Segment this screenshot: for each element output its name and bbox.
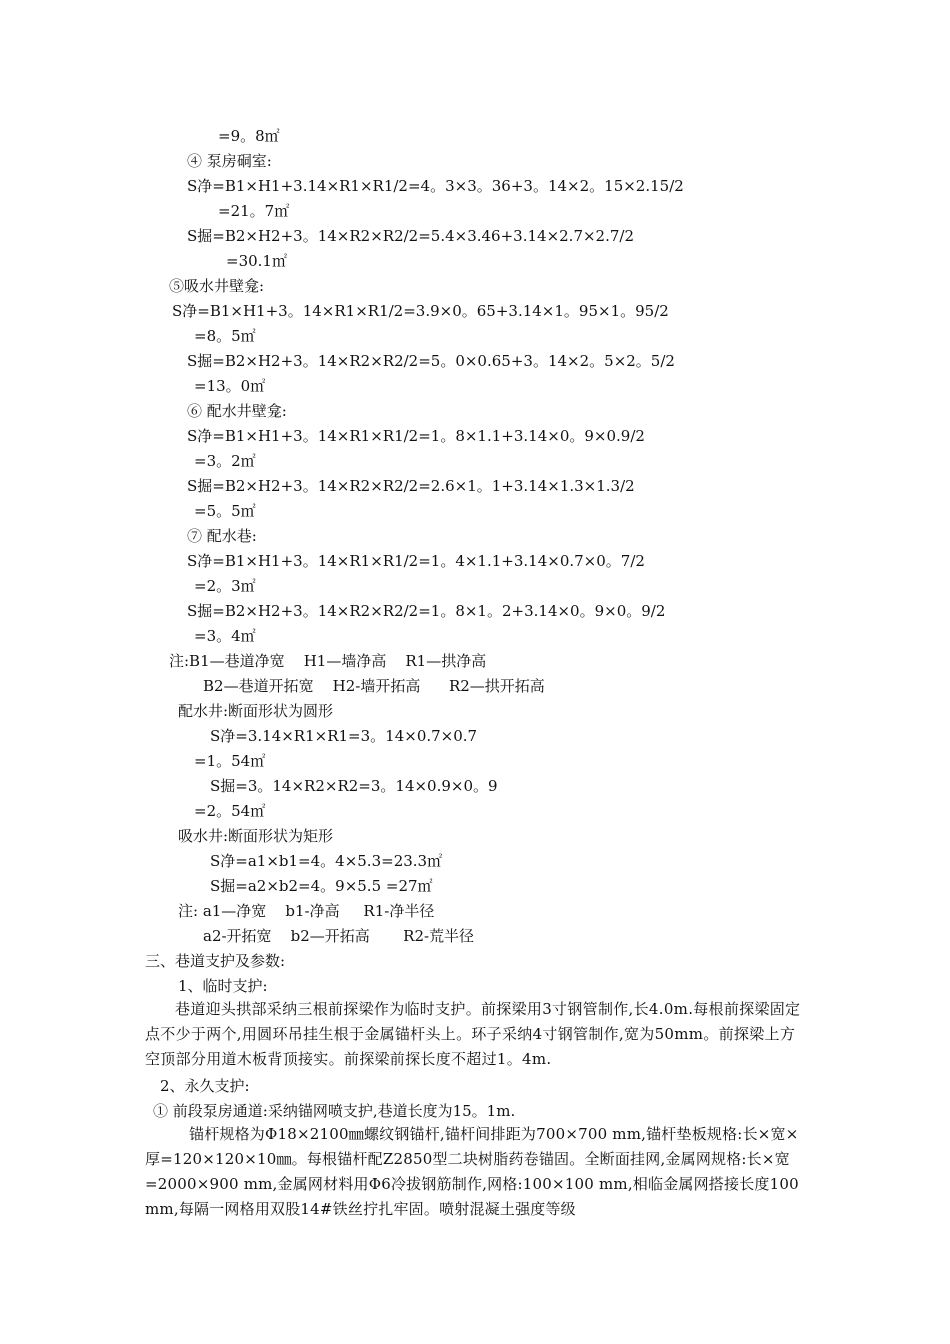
chapter-heading: 三、巷道支护及参数: <box>145 952 286 970</box>
formula-line: S净=B1×H1+3。14×R1×R1/2=3.9×0。65+3.14×1。95×1。95/2 <box>172 302 669 320</box>
subsection-heading: 1、临时支护: <box>178 977 268 995</box>
formula-line: S净=3.14×R1×R1=3。14×0.7×0.7 <box>210 727 478 745</box>
formula-line: S掘=a2×b2=4。9×5.5 =27㎡ <box>210 877 433 895</box>
formula-result: =13。0㎡ <box>194 377 266 395</box>
formula-result: =8。5㎡ <box>194 327 256 345</box>
anchor-spec-paragraph: 锚杆规格为Φ18×2100㎜螺纹钢锚杆,锚杆间排距为700×700 mm,锚杆垫板规格:长×宽×厚=120×120×10㎜。每根锚杆配Z2850型二块树脂药卷锚固。全断面挂网,金属网规格:长×宽=2000×900 mm,金属网材料用Φ6冷拔钢筋制作,网格:100×100 mm,相临金属网搭接长度100 mm,每隔一网格用双股14#铁丝拧扎牢固。喷射混凝土强度等级 <box>145 1125 799 1218</box>
formula-line: S净=a1×b1=4。4×5.3=23.3㎡ <box>210 852 443 870</box>
formula-line: S净=B1×H1+3.14×R1×R1/2=4。3×3。36+3。14×2。15×2.15/2 <box>187 177 684 195</box>
section-heading: ⑦ 配水巷: <box>187 527 257 545</box>
note-line: 注:B1—巷道净宽 H1—墙净高 R1—拱净高 <box>169 652 487 670</box>
formula-line: S净=B1×H1+3。14×R1×R1/2=1。8×1.1+3.14×0。9×0.9/2 <box>187 427 645 445</box>
section-heading: 吸水井:断面形状为矩形 <box>178 827 334 845</box>
formula-result: =9。8㎡ <box>218 127 280 145</box>
formula-line: S掘=B2×H2+3。14×R2×R2/2=5.4×3.46+3.14×2.7×2.7/2 <box>187 227 635 245</box>
section-heading: ⑥ 配水井壁龛: <box>187 402 287 420</box>
section-heading: 配水井:断面形状为圆形 <box>178 702 334 720</box>
note-line: 注: a1—净宽 b1-净高 R1-净半径 <box>178 902 435 920</box>
section-heading: ⑤吸水井壁龛: <box>169 277 265 295</box>
formula-line: S掘=B2×H2+3。14×R2×R2/2=5。0×0.65+3。14×2。5×2。5/2 <box>187 352 675 370</box>
formula-line: S掘=3。14×R2×R2=3。14×0.9×0。9 <box>210 777 498 795</box>
formula-result: =3。4㎡ <box>194 627 256 645</box>
subsection-heading: 2、永久支护: <box>160 1077 250 1095</box>
formula-line: S掘=B2×H2+3。14×R2×R2/2=2.6×1。1+3.14×1.3×1.3/2 <box>187 477 635 495</box>
formula-result: =2。3㎡ <box>194 577 256 595</box>
formula-line: S掘=B2×H2+3。14×R2×R2/2=1。8×1。2+3.14×0。9×0。9/2 <box>187 602 666 620</box>
formula-result: =3。2㎡ <box>194 452 256 470</box>
formula-result: =21。7㎡ <box>218 202 290 220</box>
formula-result: =5。5㎡ <box>194 502 256 520</box>
formula-line: S净=B1×H1+3。14×R1×R1/2=1。4×1.1+3.14×0.7×0。7/2 <box>187 552 645 570</box>
formula-result: =30.1㎡ <box>226 252 287 270</box>
note-line: a2-开拓宽 b2—开拓高 R2-荒半径 <box>203 927 475 945</box>
formula-result: =2。54㎡ <box>194 802 266 820</box>
item-heading: ① 前段泵房通道:采纳锚网喷支护,巷道长度为15。1m. <box>153 1102 516 1120</box>
section-heading: ④ 泵房硐室: <box>187 152 272 170</box>
temporary-support-paragraph: 巷道迎头拱部采纳三根前探梁作为临时支护。前探梁用3寸钢管制作,长4.0m.每根前探梁固定点不少于两个,用圆环吊挂生根于金属锚杆头上。环子采纳4寸钢管制作,宽为50mm。前探梁上方空顶部分用道木板背顶接实。前探梁前探长度不超过1。4m. <box>145 1000 801 1068</box>
formula-result: =1。54㎡ <box>194 752 266 770</box>
note-line: B2—巷道开拓宽 H2-墙开拓高 R2—拱开拓高 <box>203 677 545 695</box>
